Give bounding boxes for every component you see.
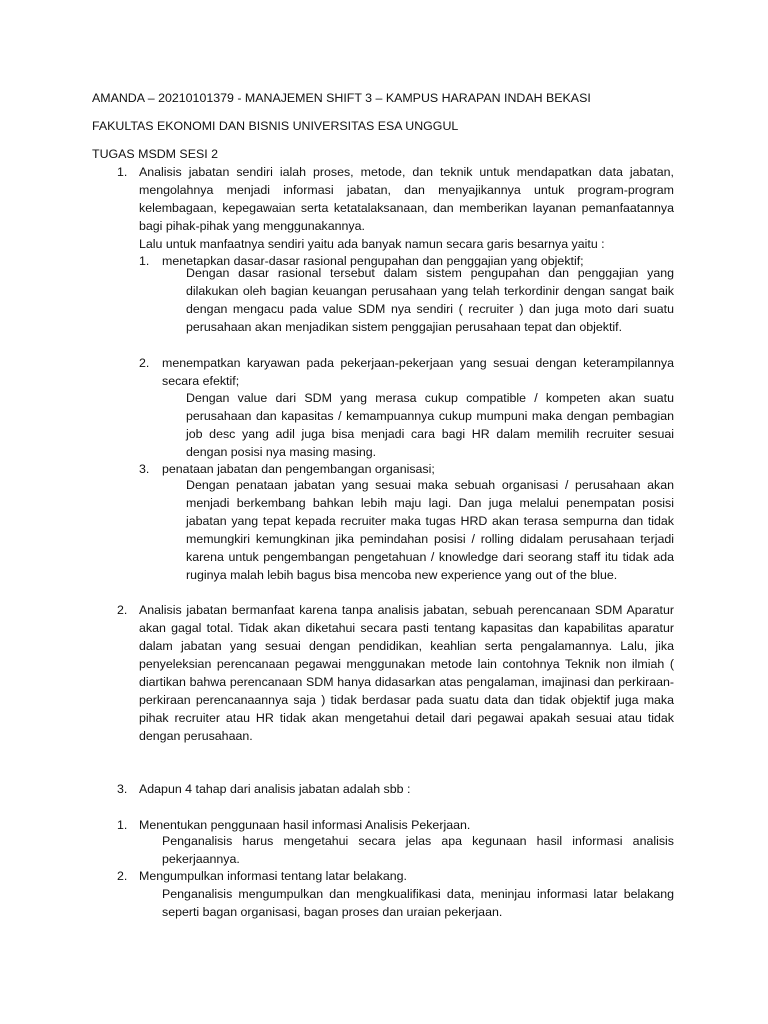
stage2-body: Penganalisis mengumpulkan dan mengkualifikasi data, meninjau informasi latar belakang seperti bagan organisasi, bagan proses dan uraian pekerjaan. (162, 887, 674, 919)
stage1-heading: Menentukan penggunaan hasil informasi Analisis Pekerjaan. (139, 818, 471, 832)
item1-paragraph: Analisis jabatan sendiri ialah proses, metode, dan teknik untuk mendapatkan data jabatan, mengolahnya menjadi informasi jabatan, dan menyajikannya untuk program-program kelembagaan, kepegawaian serta ketatalaksanaan, dan memberikan layanan pemanfaatannya bagi pihak-pihak yang menggunakannya. (139, 165, 674, 233)
sub1-body: Dengan dasar rasional tersebut dalam sistem pengupahan dan penggajian yang dilakukan oleh bagian keuangan perusahaan yang telah terkordinir dengan sangat baik dengan mengacu pada value SDM nya sendiri ( recruiter ) dan juga moto dari suatu perusahaan akan menjadikan sistem penggajian perusahaan tepat dan objektif. (186, 266, 674, 334)
list-number: 1. (117, 818, 128, 832)
sublist-number: 1. (139, 254, 150, 268)
assignment-title: TUGAS MSDM SESI 2 (92, 147, 218, 161)
list-number: 2. (117, 603, 128, 617)
sub3-heading: penataan jabatan dan pengembangan organisasi; (162, 462, 435, 476)
faculty-header: FAKULTAS EKONOMI DAN BISNIS UNIVERSITAS ESA UNGGUL (92, 119, 459, 133)
stage1-body: Penganalisis harus mengetahui secara jelas apa kegunaan hasil informasi analisis pekerjaannya. (162, 834, 674, 866)
sublist-number: 3. (139, 462, 150, 476)
sub3-body: Dengan penataan jabatan yang sesuai maka sebuah organisasi / perusahaan akan menjadi berkembang bahkan lebih maju lagi. Dan juga melalui penempatan posisi jabatan yang tepat kepada recruiter maka tugas HRD akan terasa sempurna dan tidak memungkiri kemungkinan jika pemindahan posisi / rolling didalam perusahaan terjadi karena untuk pengembangan pengetahuan / knowledge dari seorang staff itu tidak ada ruginya malah lebih bagus bisa mencoba new experience yang out of the blue. (186, 478, 674, 582)
author-header: AMANDA – 20210101379 - MANAJEMEN SHIFT 3 – KAMPUS HARAPAN INDAH BEKASI (92, 91, 591, 105)
stage2-heading: Mengumpulkan informasi tentang latar belakang. (139, 869, 407, 883)
sub2-heading: menempatkan karyawan pada pekerjaan-pekerjaan yang sesuai dengan keterampilannya secara efektif; (162, 356, 674, 388)
item1-intro: Lalu untuk manfaatnya sendiri yaitu ada banyak namun secara garis besarnya yaitu : (139, 237, 605, 251)
sub2-body: Dengan value dari SDM yang merasa cukup compatible / kompeten akan suatu perusahaan dan kapasitas / kemampuannya cukup mumpuni maka dengan pembagian job desc yang adil juga bisa menjadi cara bagi HR dalam memilih recruiter sesuai dengan posisi nya masing masing. (186, 391, 674, 459)
item3-heading: Adapun 4 tahap dari analisis jabatan adalah sbb : (139, 782, 411, 796)
item2-paragraph: Analisis jabatan bermanfaat karena tanpa analisis jabatan, sebuah perencanaan SDM Aparatur akan gagal total. Tidak akan diketahui secara pasti tentang kapasitas dan kapabilitas aparatur dalam jabatan yang sesuai dengan pendidikan, keahlian serta pengalamannya. Lalu, jika penyeleksian perencanaan pegawai menggunakan metode lain contohnya Teknik non ilmiah ( diartikan bahwa perencanaan SDM hanya didasarkan atas pengalaman, imajinasi dan perkiraan-perkiraan perencanaannya saja ) tidak berdasar pada suatu data dan tidak objektif juga maka pihak recruiter atau HR tidak akan mengetahui detail dari pegawai apakah sesuai atau tidak dengan perusahaan. (139, 603, 674, 743)
list-number: 3. (117, 782, 128, 796)
list-number: 1. (117, 165, 128, 179)
list-number: 2. (117, 869, 128, 883)
sublist-number: 2. (139, 356, 150, 370)
sub1-heading: menetapkan dasar-dasar rasional pengupahan dan penggajian yang objektif; (162, 254, 584, 268)
